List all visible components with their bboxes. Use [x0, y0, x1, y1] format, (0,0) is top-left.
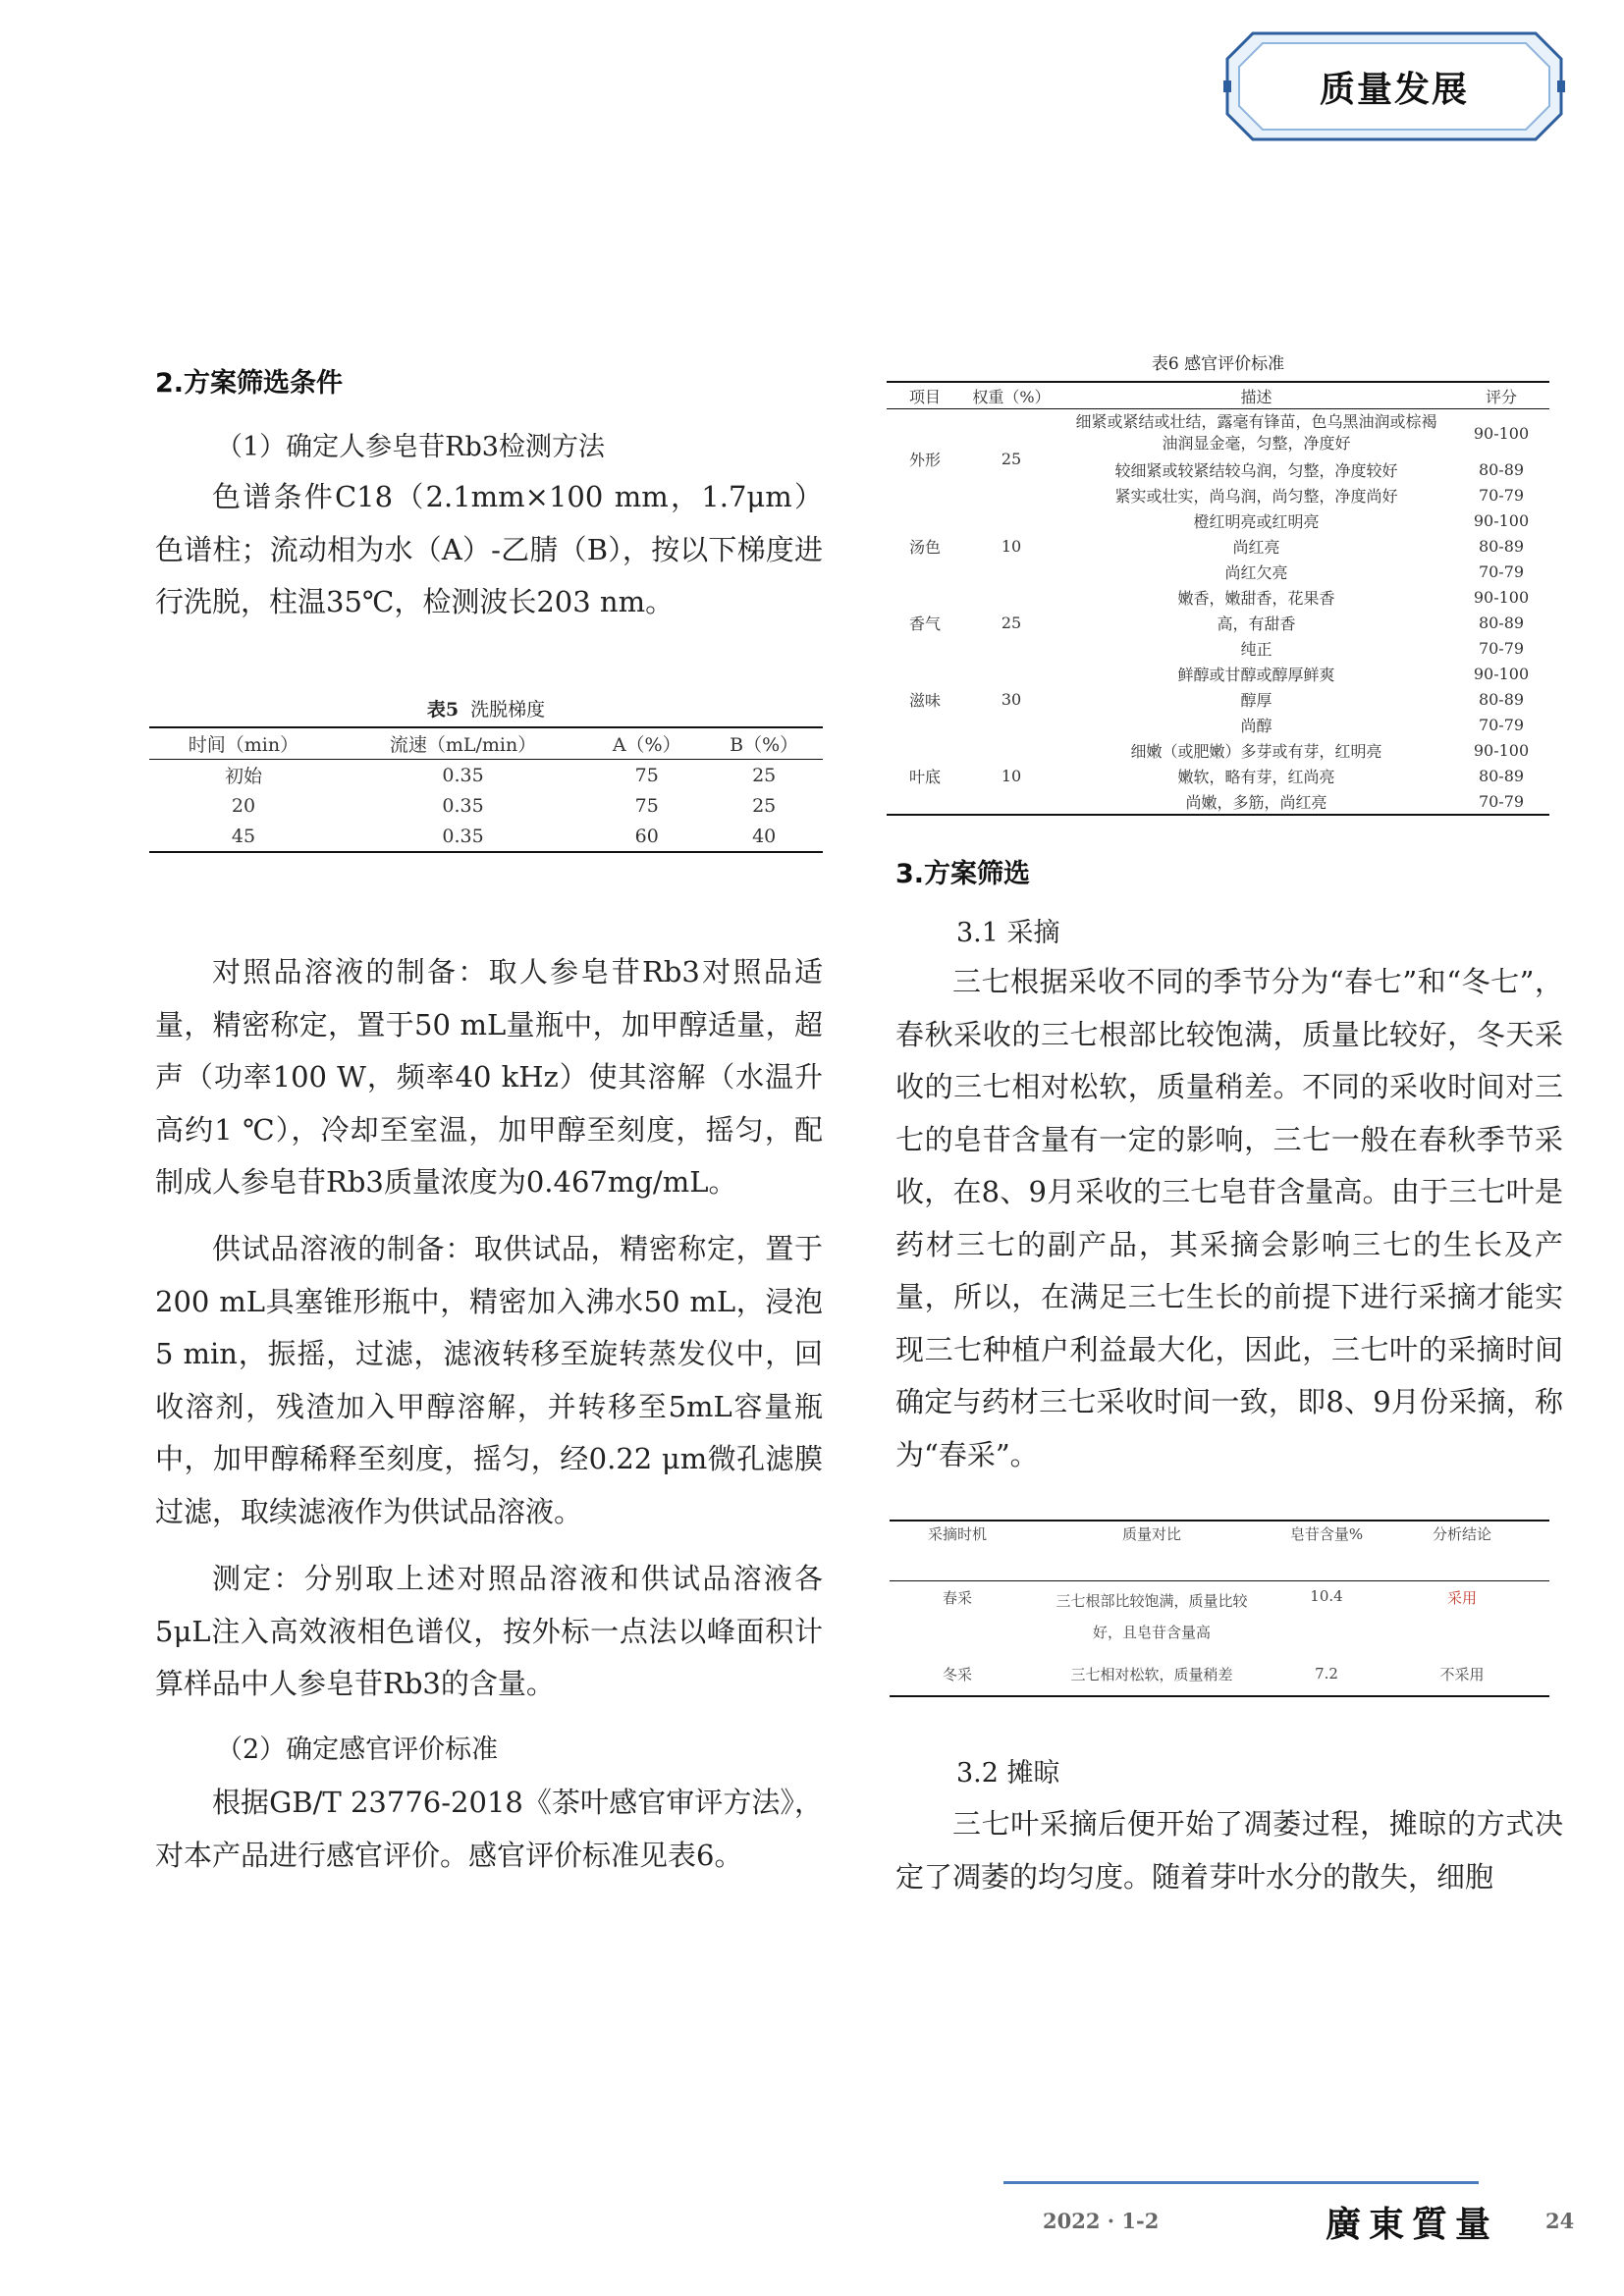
- table5-header-a: A（%）: [612, 734, 681, 756]
- paragraph-chromatography: 色谱条件C18（2.1mm×100 mm，1.7μm）色谱柱；流动相为水（A）-乙腈（B），按以下梯度进行洗脱，柱温35℃，检测波长203 nm。: [155, 480, 823, 618]
- table7-header-timing: 采摘时机: [927, 1525, 987, 1543]
- table-cell: 10.4: [1310, 1587, 1343, 1605]
- table6-sensory-standard: [887, 381, 1549, 816]
- subheading-sensory-standard: （2）确定感官评价标准: [216, 1735, 499, 1765]
- subheading-rb3-method: （1）确定人参皂苷Rb3检测方法: [216, 432, 605, 462]
- paragraph-sample-solution: 供试品溶液的制备：取供试品，精密称定，置于200 mL具塞锥形瓶中，精密加入沸水50 mL，浸泡5 min，振摇，过滤，滤液转移至旋转蒸发仪中，回收溶剂，残渣加入甲醇溶解，并转移至5mL容量瓶中，加甲醇稀释至刻度，摇匀，经0.22 μm微孔滤膜过滤，取续滤液作为供试品溶液。: [155, 1232, 823, 1528]
- paragraph-reference-solution: 对照品溶液的制备：取人参皂苷Rb3对照品适量，精密称定，置于50 mL量瓶中，加甲醇适量，超声（功率100 W，频率40 kHz）使其溶解（水温升高约1 ℃），冷却至室温，加甲醇至刻度，摇匀，配制成人参皂苷Rb3质量浓度为0.467mg/mL。: [155, 955, 823, 1199]
- table-cell: 三七根部比较饱满，质量比较好，且皂苷含量高: [1056, 1592, 1248, 1641]
- table-row: [887, 409, 1549, 457]
- table5-elution-gradient: [149, 726, 823, 853]
- table6-score: 70-79: [1478, 561, 1525, 581]
- table-row: [887, 737, 1549, 763]
- table-header-row: [890, 1521, 1549, 1581]
- table-cell: 0.35: [442, 825, 484, 847]
- section-badge-label: 质量发展: [1319, 69, 1469, 110]
- table6-score: 70-79: [1478, 791, 1525, 811]
- table-harvest-comparison: [890, 1520, 1549, 1697]
- table-cell: 75: [634, 764, 659, 786]
- section-heading-3: 3.方案筛选: [895, 859, 1031, 889]
- magazine-logo: 廣東質量: [1326, 2204, 1499, 2245]
- table-row: [149, 821, 823, 852]
- table6-weight: 10: [1001, 766, 1022, 785]
- table6-desc: 紧实或壮实，尚乌润，尚匀整，净度尚好: [1114, 486, 1398, 506]
- table6-desc: 嫩软，略有芽，红尚亮: [1177, 767, 1335, 786]
- table7-header-quality: 质量对比: [1121, 1525, 1181, 1543]
- table6-desc: 细嫩（或肥嫩）多芽或有芽，红明亮: [1130, 741, 1382, 761]
- table6-header-weight: 权重（%）: [972, 387, 1051, 406]
- table6-header-desc: 描述: [1240, 387, 1272, 406]
- table6-desc: 较细紧或较紧结较乌润，匀整，净度较好: [1114, 460, 1398, 480]
- table-cell: 75: [634, 794, 659, 817]
- table6-header-score: 评分: [1485, 387, 1517, 406]
- table6-item: 叶底: [908, 767, 941, 786]
- table-header-row: [149, 727, 823, 760]
- table-row: [890, 1652, 1549, 1696]
- table6-score: 80-89: [1478, 536, 1525, 556]
- table6-score: 80-89: [1478, 459, 1525, 479]
- table-cell: 0.35: [442, 764, 484, 786]
- table6-item: 香气: [908, 614, 941, 633]
- issue-date: 2022 · 1-2: [1043, 2209, 1160, 2233]
- table6-desc: 鲜醇或甘醇或醇厚鲜爽: [1177, 665, 1335, 684]
- subheading-spreading: 3.2 摊晾: [956, 1758, 1060, 1789]
- table-cell: 20: [231, 794, 256, 817]
- paragraph-sensory-standard: 根据GB/T 23776-2018《茶叶感官审评方法》，对本产品进行感官评价。感官评价标准见表6。: [155, 1786, 823, 1872]
- table-cell: 三七相对松软，质量稍差: [1070, 1665, 1233, 1683]
- page-number: 24: [1545, 2209, 1575, 2233]
- table-cell: 25: [752, 794, 777, 817]
- table5-header-flow: 流速（mL/min）: [389, 734, 537, 756]
- table5-header-b: B（%）: [730, 734, 799, 756]
- table6-desc: 尚红欠亮: [1224, 562, 1288, 582]
- table6-score: 80-89: [1478, 613, 1525, 632]
- subheading-harvest: 3.1 采摘: [956, 918, 1060, 948]
- table5-caption: [149, 695, 823, 721]
- table-row: [149, 760, 823, 791]
- table5-header-time: 时间（min）: [188, 734, 299, 756]
- table7-header-saponin: 皂苷含量%: [1289, 1525, 1364, 1543]
- table-cell: 60: [634, 825, 659, 847]
- table6-desc: 细紧或紧结或壮结，露毫有锋苗，色乌黑油润或棕褐油润显金毫，匀整，净度好: [1075, 412, 1437, 453]
- table-cell: 40: [752, 825, 777, 847]
- table6-desc: 嫩香，嫩甜香，花果香: [1177, 588, 1335, 608]
- table6-item: 滋味: [908, 690, 941, 710]
- table6-score: 90-100: [1473, 587, 1530, 607]
- table-header-row: [887, 382, 1549, 409]
- table6-score: 70-79: [1478, 715, 1525, 734]
- table6-weight: 30: [1001, 689, 1022, 709]
- table6-desc: 纯正: [1240, 639, 1272, 659]
- table-cell: 不采用: [1439, 1665, 1485, 1683]
- table-row: [149, 790, 823, 821]
- paragraph-spreading: 三七叶采摘后便开始了凋萎过程，摊晾的方式决定了凋萎的均匀度。随着芽叶水分的散失，细胞: [895, 1807, 1563, 1894]
- table-row: [890, 1581, 1549, 1653]
- table6-score: 90-100: [1473, 423, 1530, 443]
- table6-header-item: 项目: [908, 387, 941, 406]
- table6-desc: 醇厚: [1240, 690, 1272, 710]
- table6-weight: 25: [1001, 449, 1022, 468]
- table6-desc: 尚醇: [1240, 716, 1272, 735]
- table6-score: 80-89: [1478, 689, 1525, 709]
- paragraph-measurement: 测定：分别取上述对照品溶液和供试品溶液各5μL注入高效液相色谱仪，按外标一点法以峰面积计算样品中人参皂苷Rb3的含量。: [155, 1562, 823, 1700]
- table-row: [887, 584, 1549, 610]
- table6-desc: 尚嫩，多筋，尚红亮: [1185, 792, 1327, 812]
- table-cell: 冬采: [942, 1665, 972, 1683]
- table-cell: 春采: [942, 1589, 972, 1607]
- table6-desc: 橙红明亮或红明亮: [1193, 511, 1320, 531]
- table6-score: 90-100: [1473, 740, 1530, 760]
- table6-caption: 表6 感官评价标准: [1151, 354, 1285, 374]
- table7-header-conclusion: 分析结论: [1432, 1525, 1491, 1543]
- table6-item: 汤色: [908, 537, 941, 557]
- table6-weight: 25: [1001, 613, 1022, 632]
- table6-weight: 10: [1001, 536, 1022, 556]
- table-cell: 初始: [224, 766, 262, 787]
- table5-caption-number: 表5: [426, 699, 460, 721]
- table-row: [887, 507, 1549, 533]
- table-cell: 45: [231, 825, 256, 847]
- table6-score: 80-89: [1478, 766, 1525, 785]
- table-cell: 7.2: [1315, 1665, 1338, 1682]
- paragraph-harvest: 三七根据采收不同的季节分为“春七”和“冬七”，春秋采收的三七根部比较饱满，质量比较好，冬天采收的三七相对松软，质量稍差。不同的采收时间对三七的皂苷含量有一定的影响，三七一般在春秋季节采收，在8、9月采收的三七皂苷含量高。由于三七叶是药材三七的副产品，其采摘会影响三七的生长及产量，所以，在满足三七生长的前提下进行采摘才能实现三七种植户利益最大化，因此，三七叶的采摘时间确定与药材三七采收时间一致，即8、9月份采摘，称为“春采”。: [895, 965, 1563, 1471]
- table6-desc: 高，有甜香: [1217, 614, 1296, 633]
- table6-score: 70-79: [1478, 638, 1525, 658]
- table6-score: 90-100: [1473, 664, 1530, 683]
- table6-score: 90-100: [1473, 510, 1530, 530]
- table-cell: 25: [752, 764, 777, 786]
- section-heading-2: 2.方案筛选条件: [155, 368, 344, 399]
- table5-caption-title: 洗脱梯度: [470, 699, 546, 721]
- table6-desc: 尚红亮: [1232, 537, 1280, 557]
- footer-divider: [1003, 2181, 1479, 2184]
- table6-item: 外形: [908, 450, 941, 469]
- table-row: [887, 661, 1549, 686]
- table-cell-adopt: 采用: [1446, 1589, 1477, 1607]
- table6-score: 70-79: [1478, 485, 1525, 505]
- table-cell: 0.35: [442, 794, 484, 817]
- section-badge: [1223, 29, 1565, 143]
